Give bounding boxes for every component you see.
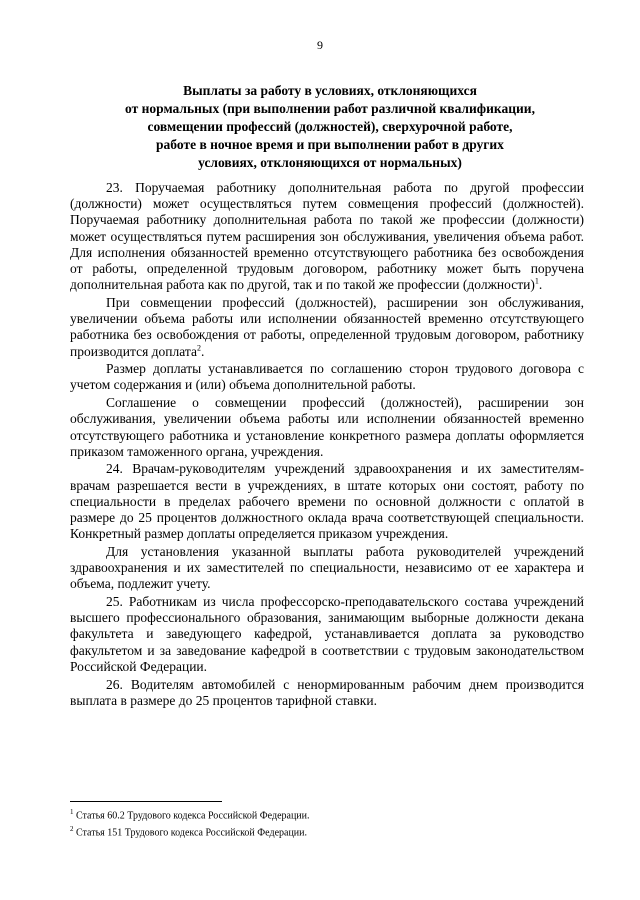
paragraph-23 bbox=[70, 180, 584, 293]
paragraph-text: 23. Поручаемая работнику дополнительная работа по другой профессии (должности) может осуществляться путем совмещения профессий (должностей). Поручаемая работнику дополнительная работа по такой же профессии (должности) может осуществляться путем расширения зон обслуживания, увеличения объема работ. Для исполнения обязанностей временно отсутствующего работника без освобождения от работы, определенной трудовым договором, работнику может быть поручена дополнительная работа как по другой, так и по такой же профессии (должности) bbox=[70, 180, 584, 293]
title-line: условиях, отклоняющихся от нормальных) bbox=[198, 155, 462, 170]
paragraph-23-cont bbox=[70, 295, 584, 360]
paragraph-text: 25. Работникам из числа профессорско-преподавательского состава учреждений высшего профессионального образования, занимающим выборные должности декана факультета и заведующего кафедрой, устанавливается доплата за руководство факультетом и за заведование кафедрой в соответствии с трудовым законодательством Российской Федерации. bbox=[70, 594, 584, 674]
paragraph-text: Размер доплаты устанавливается по соглашению сторон трудового договора с учетом содержания и (или) объема дополнительной работы. bbox=[70, 361, 584, 393]
paragraph-25 bbox=[70, 594, 584, 675]
title-line: совмещении профессий (должностей), сверхурочной работе, bbox=[147, 119, 513, 134]
footnotes bbox=[70, 806, 584, 840]
paragraph-26 bbox=[70, 677, 584, 709]
paragraph bbox=[70, 544, 584, 593]
paragraph-text: При совмещении профессий (должностей), расширении зон обслуживания, увеличении объема работы или исполнении обязанностей временно отсутствующего работника без освобождения от работы, определенной трудовым договором, работнику производится доплата bbox=[70, 294, 584, 359]
paragraph-24 bbox=[70, 461, 584, 542]
paragraph bbox=[70, 361, 584, 393]
footnote-text: Статья 151 Трудового кодекса Российской Федерации. bbox=[73, 827, 308, 839]
footnote-mark: 1 bbox=[70, 808, 74, 816]
paragraph-text: 24. Врачам-руководителям учреждений здравоохранения и их заместителям- врачам разрешается вести в учреждениях, в штате которых они состоят, работу по специальности в пределах рабочего времени по основной должности с оплатой в размере до 25 процентов должностного оклада врача соответствующей специальности. Конкретный размер доплаты определяется приказом учреждения. bbox=[70, 461, 584, 542]
footnote-mark: 2 bbox=[70, 824, 74, 833]
body-text bbox=[70, 180, 584, 711]
paragraph-tail: . bbox=[200, 343, 205, 359]
footnote-ref: 2 bbox=[196, 343, 201, 353]
footnote-ref: 1 bbox=[534, 276, 539, 286]
paragraph-tail: . bbox=[538, 277, 543, 293]
title-line: от нормальных (при выполнении работ различной квалификации, bbox=[125, 101, 535, 116]
footnote-1 bbox=[70, 806, 584, 823]
footnote-divider bbox=[70, 801, 222, 802]
paragraph bbox=[70, 395, 584, 460]
paragraph-text: 26. Водителям автомобилей с ненормированным рабочим днем производится выплата в размере до 25 процентов тарифной ставки. bbox=[70, 676, 584, 708]
title-line: работе в ночное время и при выполнении работ в других bbox=[156, 137, 504, 152]
paragraph-text: Для установления указанной выплаты работа руководителей учреждений здравоохранения и их заместителей по специальности, независимо от ее характера и объема, подлежит учету. bbox=[70, 543, 584, 592]
footnote-text: Статья 60.2 Трудового кодекса Российской Федерации. bbox=[73, 810, 310, 822]
footnote-2 bbox=[70, 823, 584, 840]
paragraph-text: Соглашение о совмещении профессий (должностей), расширении зон обслуживания, увеличении объема работы или исполнении обязанностей временно отсутствующего работника и установление конкретного размера доплаты оформляется приказом таможенного органа, учреждения. bbox=[70, 395, 584, 459]
title-line: Выплаты за работу в условиях, отклоняющихся bbox=[183, 83, 477, 98]
section-title bbox=[100, 82, 560, 172]
page-number: 9 bbox=[317, 38, 323, 52]
